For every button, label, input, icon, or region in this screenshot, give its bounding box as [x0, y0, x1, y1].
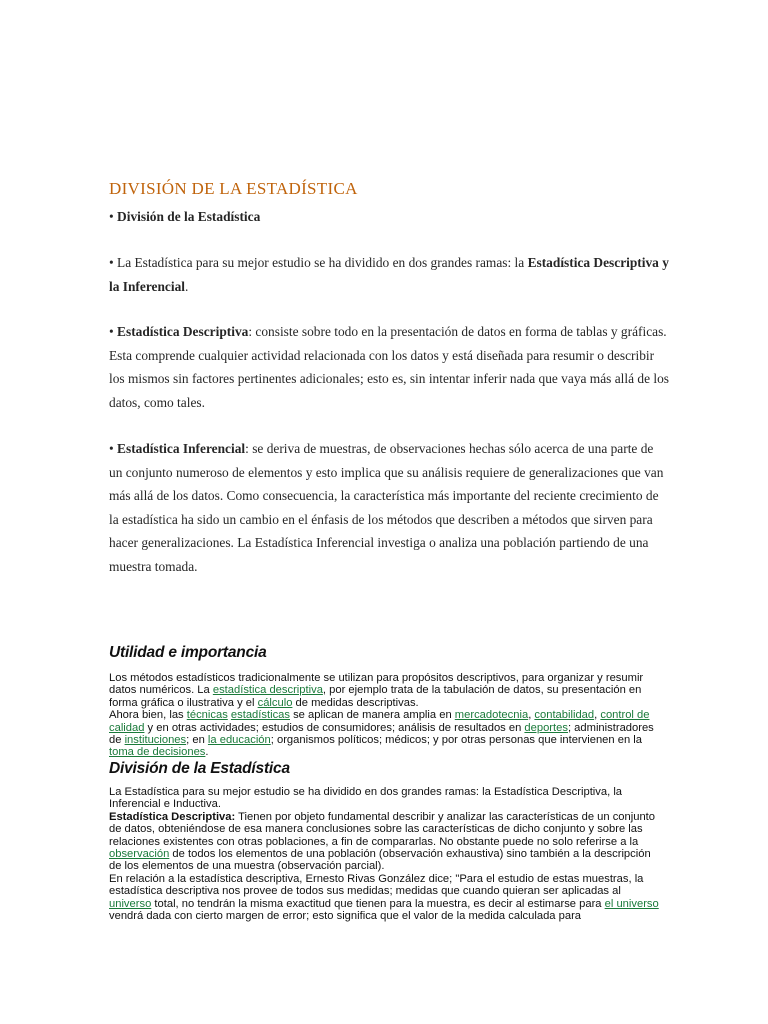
paragraph-intro: [109, 251, 669, 298]
bold-text: Estadística Descriptiva:: [109, 810, 236, 823]
subtitle-line: [109, 205, 669, 229]
link-contabilidad[interactable]: contabilidad: [534, 709, 595, 722]
paragraph-text: • La Estadística para su mejor estudio se ha dividido en dos grandes ramas: la: [109, 255, 528, 270]
paragraph-text: : consiste sobre todo en la presentación de datos en forma de tablas y gráficas. Esta comprende cualquier actividad relacionada con los datos y está diseñada para resumir o describir los mismos sin factores pertinentes adicionales; esto es, sin intentar inferir nada que vaya más allá de los datos, como tales.: [109, 324, 670, 410]
section-division-body: [109, 786, 661, 922]
bold-text: Estadística Inferencial: [117, 441, 246, 456]
body-text: En relación a la estadística descriptiva, Ernesto Rivas González dice; "Para el estudio de estas muestras, la estadística descriptiva nos provee de todos sus medidas; medidas que cuando quieran ser aplicadas al: [109, 872, 644, 898]
link-mercadotecnia[interactable]: mercadotecnia: [454, 709, 529, 722]
link-universo[interactable]: universo: [109, 897, 152, 910]
body-text: vendrá dada con cierto margen de error; esto significa que el valor de la medida calculada para: [109, 910, 582, 923]
body-text: ,: [594, 709, 601, 722]
bold-text: Estadística Descriptiva: [117, 324, 249, 339]
body-text: de medidas descriptivas.: [292, 696, 419, 709]
paragraph-descriptiva: [109, 320, 669, 414]
body-text: Ahora bien, las: [109, 709, 187, 722]
bullet: •: [109, 324, 118, 339]
paragraph-inferencial: [109, 437, 669, 578]
body-text: Tienen por objeto fundamental describir y analizar las características de un conjunto de datos, obteniéndose de esa manera conclusiones sobre las características de dicho conjunto y sobre las relaciones existentes con otras poblaciones, a fin de compararlas. No obstante puede no solo referirse a la: [109, 810, 655, 848]
body-text: total, no tendrán la misma exactitud que tienen para la muestra, es decir al estimarse para: [151, 897, 605, 910]
link-control-de-calidad[interactable]: control de calidad: [109, 709, 650, 734]
body-text: se aplican de manera amplia en: [289, 709, 455, 722]
body-text: .: [205, 746, 209, 759]
heading-utilidad: Utilidad e importancia: [109, 644, 267, 661]
heading-division: División de la Estadística: [109, 760, 290, 777]
link-tecnicas[interactable]: técnicas: [186, 709, 228, 722]
document-title: DIVISIÓN DE LA ESTADÍSTICA: [109, 179, 358, 198]
link-deportes[interactable]: deportes: [524, 721, 568, 734]
link-el-universo[interactable]: el universo: [604, 897, 659, 910]
link-estadisticas[interactable]: estadísticas: [230, 709, 290, 722]
bullet: •: [109, 209, 118, 224]
body-text: Los métodos estadísticos tradicionalmente se utilizan para propósitos descriptivos, para organizar y resumir datos numéricos. La: [109, 672, 644, 697]
body-text: La Estadística para su mejor estudio se ha dividido en dos grandes ramas: la Estadística Descriptiva, la Inferencial e Inductiva.: [109, 786, 623, 811]
body-text: ; en: [186, 734, 208, 747]
section-utilidad-body: [109, 672, 661, 759]
body-text: ,: [528, 709, 535, 722]
link-estadistica-descriptiva[interactable]: estadística descriptiva: [212, 684, 323, 697]
link-instituciones[interactable]: instituciones: [124, 734, 187, 747]
link-toma-de-decisiones[interactable]: toma de decisiones: [109, 746, 206, 759]
body-text: y en otras actividades; estudios de consumidores; análisis de resultados en: [144, 721, 525, 734]
subtitle-text: División de la Estadística: [117, 209, 261, 224]
body-text: de todos los elementos de una población (observación exhaustiva) sino también a la descripción de los elementos de una muestra (observación parcial).: [109, 848, 651, 873]
bullet: •: [109, 441, 118, 456]
bold-text: Estadística Descriptiva y la Inferencial: [109, 255, 669, 294]
body-text: ; organismos políticos; médicos; y por otras personas que intervienen en la: [270, 734, 642, 747]
paragraph-text: .: [185, 278, 189, 294]
body-text: ; administradores de: [109, 721, 654, 747]
link-la-educacion[interactable]: la educación: [207, 734, 271, 747]
link-calculo[interactable]: cálculo: [257, 696, 293, 709]
link-observacion[interactable]: observación: [109, 848, 170, 861]
body-text: , por ejemplo trata de la tabulación de datos, su presentación en forma gráfica o ilustrativa y el: [109, 684, 642, 709]
paragraph-text: : se deriva de muestras, de observaciones hechas sólo acerca de una parte de un conjunto numeroso de elementos y esto implica que su análisis requiere de generalizaciones que van más allá de los datos. Como consecuencia, la característica más importante del reciente crecimiento de la estadística ha sido un cambio en el énfasis de los métodos que describen a métodos que sirven para hacer generalizaciones. La Estadística Inferencial investiga o analiza una población partiendo de una muestra tomada.: [109, 441, 664, 574]
